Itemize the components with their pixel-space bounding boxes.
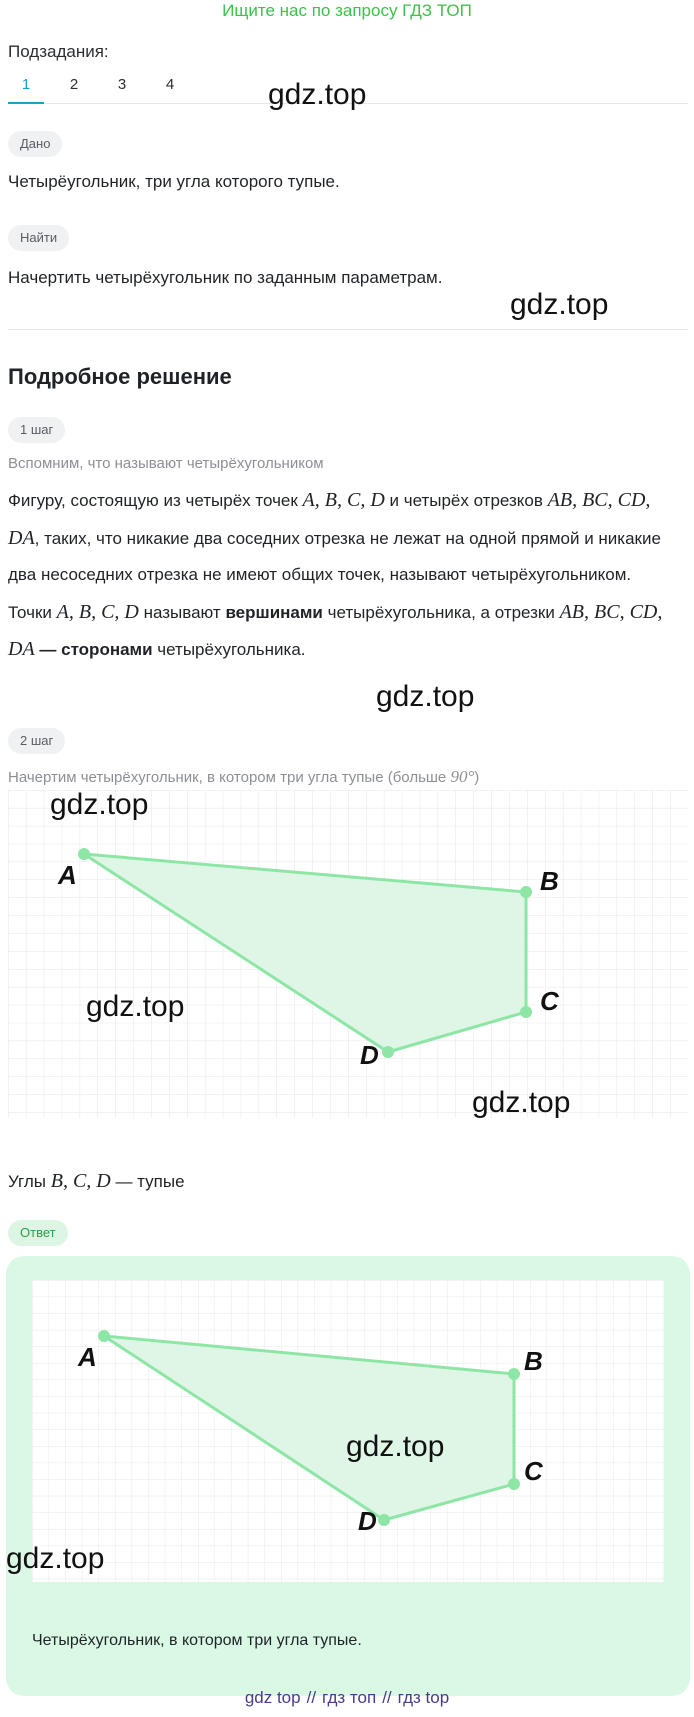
vertex-d xyxy=(382,1046,394,1058)
label-c: C xyxy=(540,986,559,1016)
watermark: gdz.top xyxy=(376,680,475,713)
tab-2[interactable]: 2 xyxy=(69,76,79,93)
para-text: четырёхугольника. xyxy=(152,640,306,659)
label-a: A xyxy=(78,1342,97,1372)
step2-hint: Начертим четырёхугольник, в котором три угла тупые (больше 90°) xyxy=(8,767,480,786)
vertex-d xyxy=(378,1514,390,1526)
para-text: и четырёх отрезков xyxy=(384,491,548,510)
label-d: D xyxy=(358,1506,377,1536)
para-text: называют xyxy=(138,602,226,622)
para-text: четырёхугольника, а отрезки xyxy=(322,602,560,622)
watermark: gdz.top xyxy=(6,1542,105,1575)
label-a: A xyxy=(58,860,77,890)
math-90: 90° xyxy=(450,767,475,786)
term-vertices: вершинами xyxy=(225,602,323,622)
term-sides: — сторонами xyxy=(34,640,153,659)
tab-1[interactable]: 1 xyxy=(8,74,44,104)
math-points: A, B, C, D xyxy=(56,600,139,623)
step2-chip: 2 шаг xyxy=(8,728,65,754)
divider xyxy=(8,329,688,330)
math-segments: AB, BC, CD, DA xyxy=(8,600,663,660)
step1-hint: Вспомним, что называют четырёхугольником xyxy=(8,455,324,472)
given-text: Четырёугольник, три угла которого тупые. xyxy=(8,172,340,191)
watermark: gdz.top xyxy=(346,1430,445,1463)
label-b: B xyxy=(524,1346,543,1376)
watermark: gdz.top xyxy=(472,1086,571,1119)
find-chip: Найти xyxy=(8,225,69,251)
footer-link-gdz-top[interactable]: gdz top xyxy=(244,1688,301,1707)
vertex-a xyxy=(98,1330,110,1342)
footer-links xyxy=(0,1688,694,1708)
label-b: B xyxy=(540,866,559,896)
subtasks-title: Подзадания: xyxy=(8,42,109,61)
answer-chip: Ответ xyxy=(8,1220,68,1246)
vertex-a xyxy=(78,848,90,860)
solution-title: Подробное решение xyxy=(8,364,232,389)
para-text: , таких, что никакие два соседних отрезка не лежат на одной прямой и никакие два несоседних отрезка не имеют общих точек, называют четырёхугольником. Точки xyxy=(8,528,661,622)
watermark: gdz.top xyxy=(268,78,367,111)
label-c: C xyxy=(524,1456,543,1486)
watermark: gdz.top xyxy=(510,288,609,321)
given-chip: Дано xyxy=(8,131,62,157)
find-text: Начертить четырёхугольник по заданным параметрам. xyxy=(8,268,443,287)
footer-link-gdz-top-ru[interactable]: гдз топ xyxy=(322,1688,377,1707)
step1-chip: 1 шаг xyxy=(8,417,65,443)
footer-separator: // xyxy=(382,1688,392,1707)
math-points: A, B, C, D xyxy=(302,489,385,511)
tab-4[interactable]: 4 xyxy=(165,76,175,93)
quadrilateral-figure xyxy=(8,790,688,1118)
label-d: D xyxy=(360,1040,379,1070)
footer-link-gdz-top-mixed[interactable]: гдз top xyxy=(397,1688,450,1707)
step1-paragraph xyxy=(8,482,678,669)
angles-conclusion: Углы B, C, D — тупые xyxy=(8,1170,185,1192)
watermark: gdz.top xyxy=(86,990,185,1023)
para-text: Фигуру, состоящую из четырёх точек xyxy=(8,491,303,510)
tab-3[interactable]: 3 xyxy=(117,76,127,93)
vertex-c xyxy=(508,1478,520,1490)
watermark: gdz.top xyxy=(50,788,149,821)
vertex-c xyxy=(520,1006,532,1018)
math-segments: AB, BC, CD, DA xyxy=(8,489,651,549)
vertex-b xyxy=(520,886,532,898)
answer-text: Четырёхугольник, в котором три угла тупые. xyxy=(32,1632,362,1649)
footer-separator: // xyxy=(306,1688,317,1707)
vertex-b xyxy=(508,1368,520,1380)
search-banner: Ищите нас по запросу ГДЗ ТОП xyxy=(222,1,472,20)
math-angles: B, C, D xyxy=(50,1170,111,1192)
